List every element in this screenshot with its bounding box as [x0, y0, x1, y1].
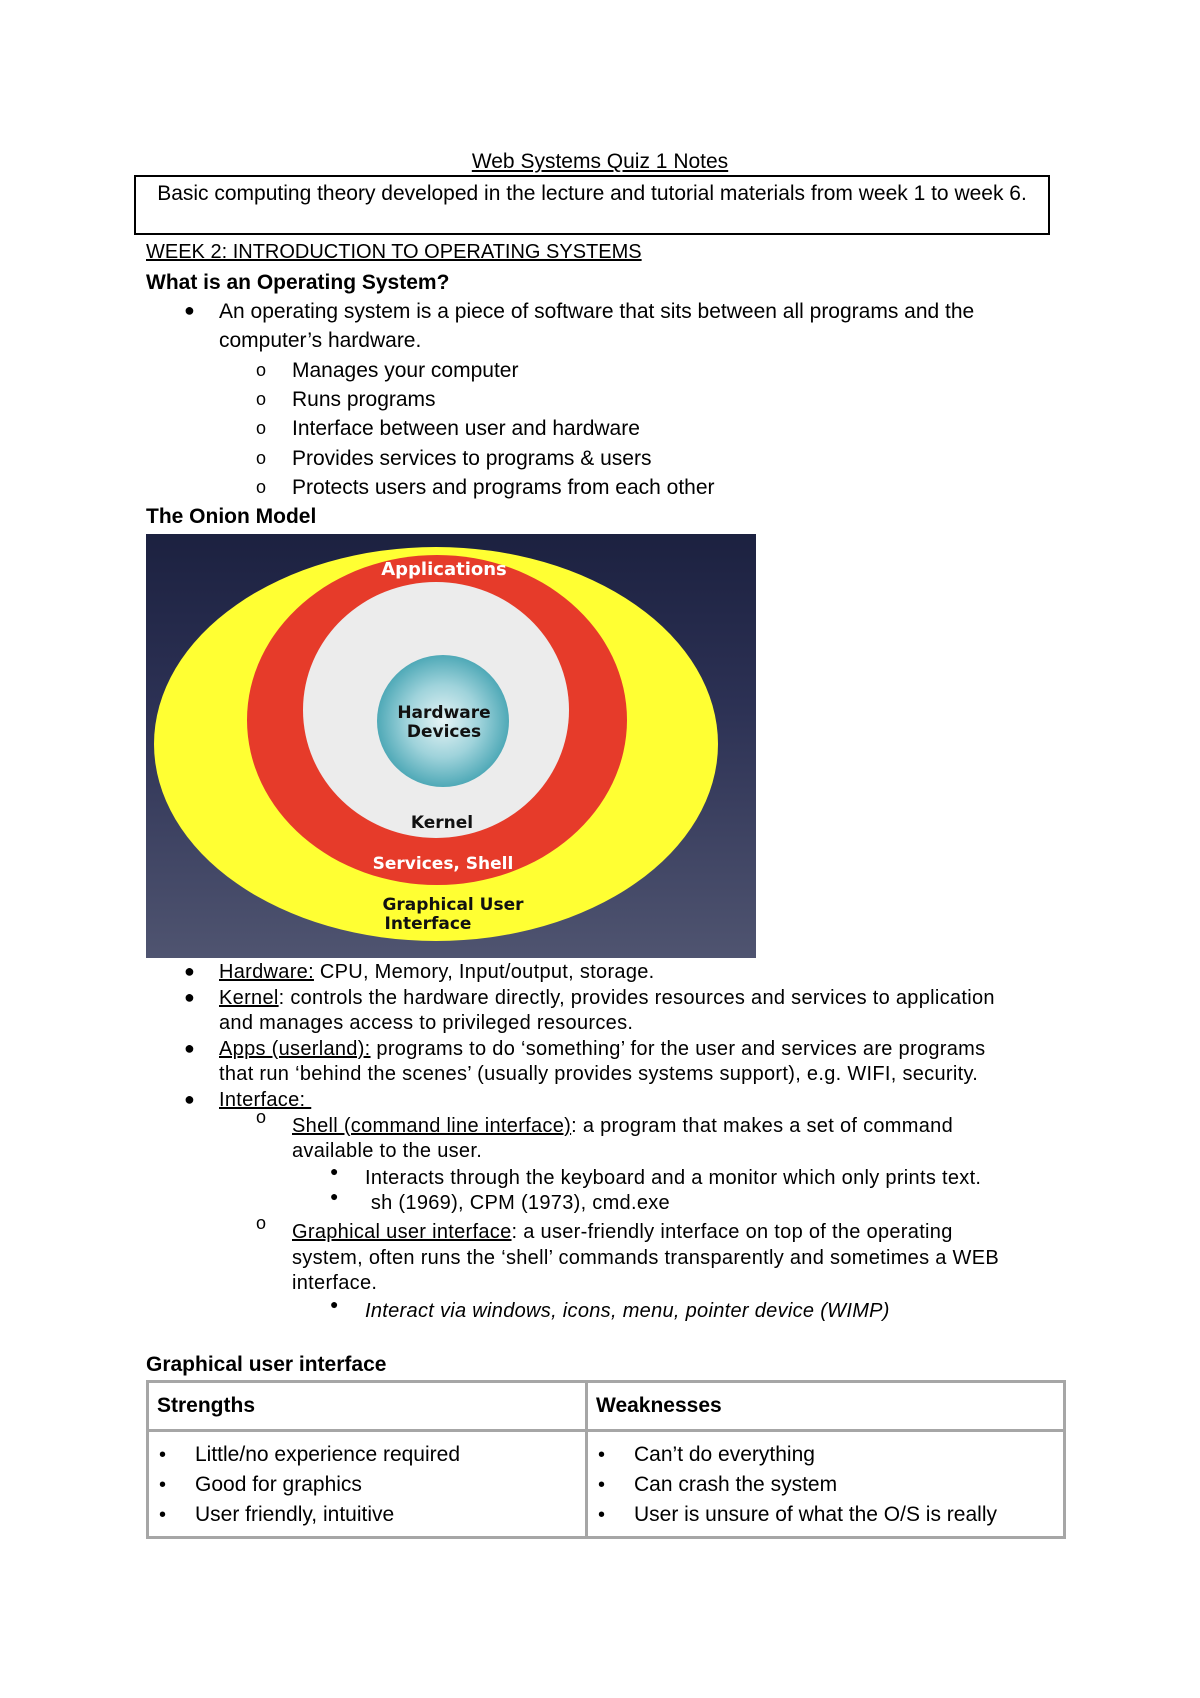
apps-note: [219, 1036, 985, 1062]
onion-diagram-svg: [146, 534, 756, 958]
weakness-item: • Can’t do everything: [634, 1440, 1063, 1470]
os-function-item: Runs programs: [292, 388, 436, 411]
apps-note-line2: that run ‘behind the scenes’ (usually provides systems support), e.g. WIFI, security.: [219, 1063, 979, 1085]
kernel-note: [219, 985, 995, 1011]
weaknesses-header: Weaknesses: [587, 1382, 1065, 1431]
bullet-icon: ●: [184, 1038, 195, 1058]
onion-model-heading: The Onion Model: [146, 505, 317, 528]
shell-note-label: Shell (command line interface): [292, 1115, 572, 1137]
weaknesses-list: [588, 1440, 1063, 1530]
document-title: Web Systems Quiz 1 Notes: [471, 150, 729, 173]
os-definition-line1: An operating system is a piece of software that sits between all programs and the: [219, 300, 975, 323]
weaknesses-cell: [587, 1431, 1065, 1538]
gui-strengths-weaknesses-table: [146, 1380, 1066, 1539]
circle-bullet-icon: o: [256, 1213, 267, 1233]
bullet-icon: ●: [184, 300, 195, 320]
gui-point: Interact via windows, icons, menu, pointer device (WIMP): [365, 1300, 890, 1322]
shell-note-text: : a program that makes a set of command: [571, 1115, 953, 1137]
interface-note-label: Interface:: [219, 1089, 312, 1111]
hardware-note-text: CPU, Memory, Input/output, storage.: [313, 961, 655, 983]
circle-bullet-icon: o: [256, 418, 267, 438]
shell-note: [292, 1113, 953, 1139]
square-bullet-icon: ●: [330, 1296, 339, 1312]
shell-point: Interacts through the keyboard and a monitor which only prints text.: [365, 1167, 982, 1189]
strengths-header: Strengths: [148, 1382, 587, 1431]
kernel-label: Kernel: [410, 813, 474, 833]
applications-label: Applications: [381, 559, 507, 580]
gui-note: [292, 1219, 953, 1245]
strength-item: • Little/no experience required: [195, 1440, 585, 1470]
strengths-list: [149, 1440, 585, 1530]
hardware-label-line1: Hardware: [397, 703, 491, 723]
hardware-note: [219, 959, 655, 985]
what-is-os-heading: What is an Operating System?: [146, 271, 450, 294]
gui-label-line1: Graphical User: [382, 895, 524, 915]
bullet-icon: ●: [184, 987, 195, 1007]
services-label: Services, Shell: [372, 854, 514, 874]
strengths-cell: [148, 1431, 587, 1538]
bullet-icon: ●: [184, 1089, 195, 1109]
circle-bullet-icon: o: [256, 389, 267, 409]
strength-item: • User friendly, intuitive: [195, 1500, 585, 1530]
os-function-item: Protects users and programs from each other: [292, 476, 715, 499]
gui-note-label: Graphical user interface: [292, 1221, 512, 1243]
gui-label-line2: Interface: [384, 914, 472, 934]
gui-table-heading: Graphical user interface: [146, 1353, 387, 1376]
circle-bullet-icon: o: [256, 360, 267, 380]
square-bullet-icon: ●: [330, 1188, 339, 1204]
circle-bullet-icon: o: [256, 448, 267, 468]
gui-note-line2: system, often runs the ‘shell’ commands transparently and sometimes a WEB: [292, 1247, 999, 1269]
gui-note-line3: interface.: [292, 1272, 378, 1294]
subtitle-box: Basic computing theory developed in the lecture and tutorial materials from week 1 to week 6.: [134, 175, 1050, 235]
kernel-note-text: : controls the hardware directly, provides resources and services to application: [278, 987, 995, 1009]
os-function-item: Provides services to programs & users: [292, 447, 652, 470]
os-function-item: Interface between user and hardware: [292, 417, 640, 440]
strength-item: • Good for graphics: [195, 1470, 585, 1500]
apps-note-label: Apps (userland):: [219, 1038, 371, 1060]
gui-note-text: : a user-friendly interface on top of the operating: [511, 1221, 953, 1243]
bullet-icon: ●: [184, 961, 195, 981]
shell-point: sh (1969), CPM (1973), cmd.exe: [365, 1192, 670, 1214]
week-heading: WEEK 2: INTRODUCTION TO OPERATING SYSTEMS: [146, 241, 642, 263]
circle-bullet-icon: o: [256, 477, 267, 497]
onion-model-diagram: [146, 534, 756, 958]
weakness-item: • User is unsure of what the O/S is really: [634, 1500, 1063, 1530]
kernel-note-label: Kernel: [219, 987, 279, 1009]
hardware-label-line2: Devices: [406, 722, 482, 742]
os-function-item: Manages your computer: [292, 359, 519, 382]
os-definition-line2: computer’s hardware.: [219, 329, 422, 352]
circle-bullet-icon: o: [256, 1107, 267, 1127]
hardware-note-label: Hardware:: [219, 961, 314, 983]
apps-note-text: programs to do ‘something’ for the user and services are programs: [370, 1038, 986, 1060]
kernel-note-line2: and manages access to privileged resources.: [219, 1012, 634, 1034]
square-bullet-icon: ●: [330, 1163, 339, 1179]
weakness-item: • Can crash the system: [634, 1470, 1063, 1500]
shell-note-line2: available to the user.: [292, 1140, 483, 1162]
